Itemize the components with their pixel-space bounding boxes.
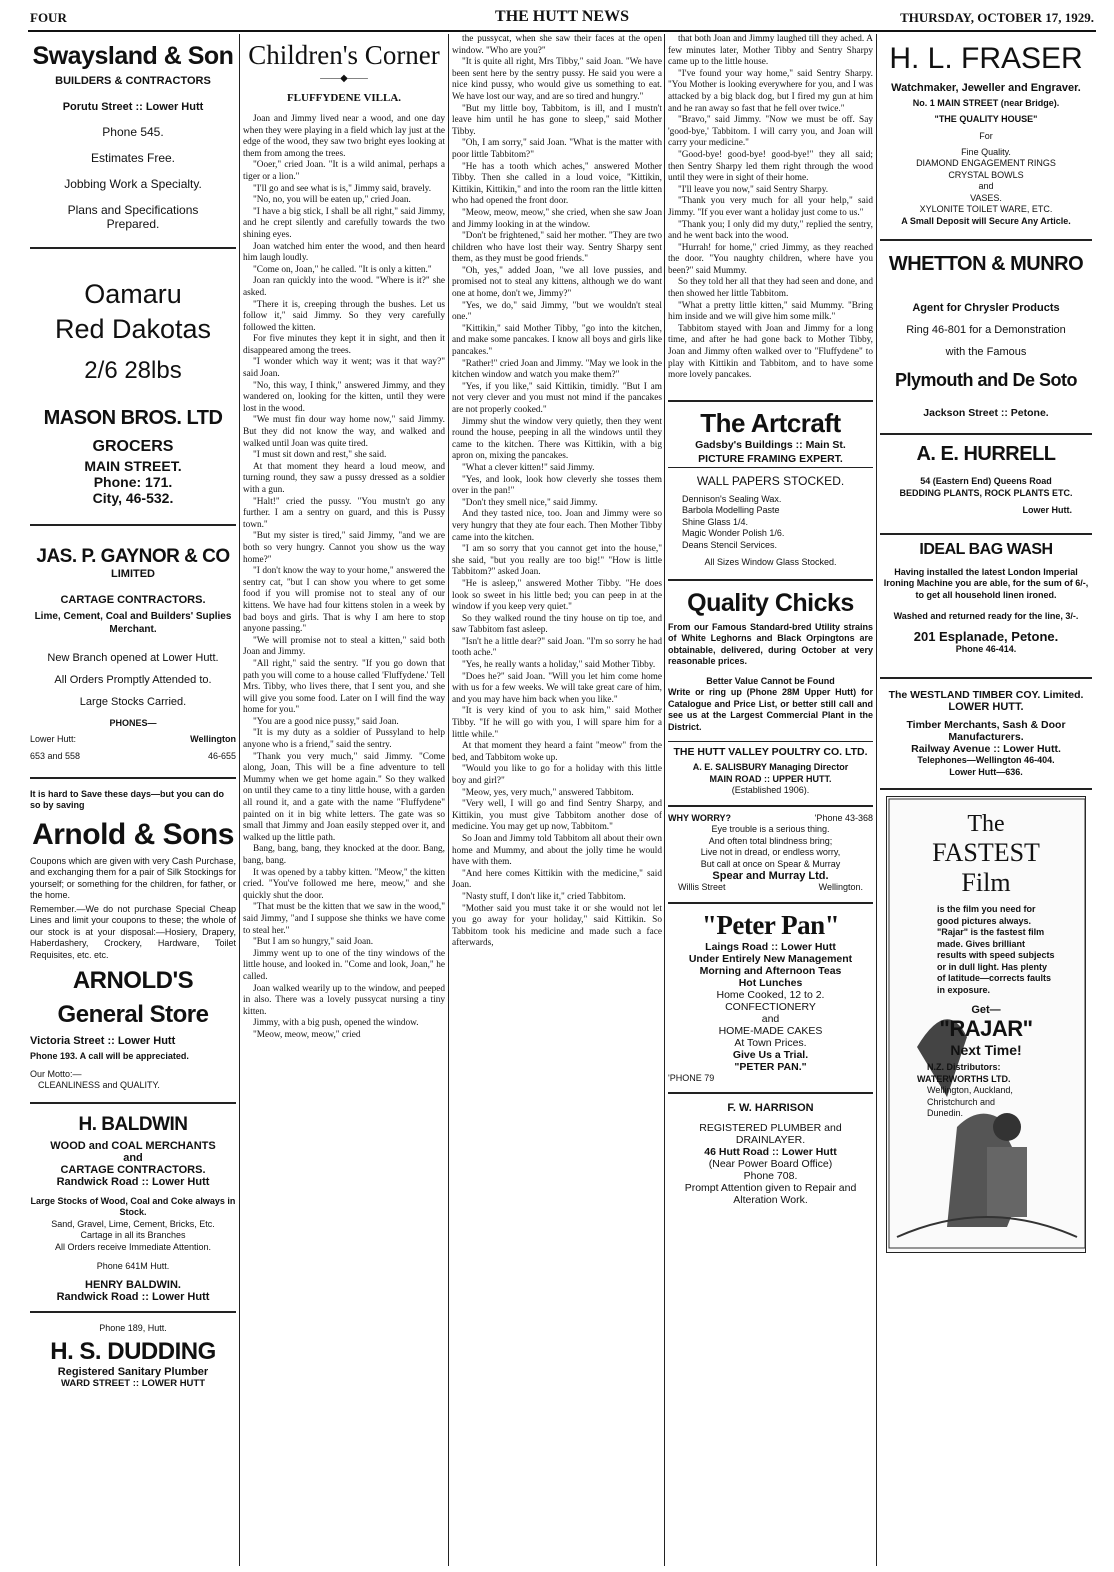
story-paragraph: "No, this way, I think," answered Jimmy, and they wandered on, looking for the kitten, until they were lost in the wood. — [243, 380, 445, 414]
ad-line: Agent for Chrysler Products — [912, 302, 1060, 314]
ad-line: Phone 193. A call will be appreciated. — [30, 1051, 189, 1061]
ad-line: "PETER PAN." — [734, 1060, 807, 1073]
story-paragraph: "No, no, you will be eaten up," cried Joan. — [253, 195, 411, 206]
ad-body: is the film you need for good pictures always. "Rajar" is the fastest film made. Gives brilliant results with speed subjects or in dull light. Has plenty of latitude—corrects faults in exposure. — [937, 904, 1055, 995]
ad-line: Randwick Road :: Lower Hutt — [56, 1175, 210, 1188]
ad-line: No. 1 MAIN STREET (near Bridge). — [912, 98, 1060, 108]
story-paragraph: "Nasty stuff, I don't like it," cried Tabbitom. — [462, 891, 626, 902]
ornament-icon: ——◆—— — [320, 73, 368, 84]
story-paragraph: "He is asleep," answered Mother Tibby. "He does look so sweet in his little bed; you can peep in at the window if you keep very quiet." — [452, 578, 662, 613]
ad-body: From our Famous Standard-bred Utility strains of White Leghorns and Black Orpingtons are obtainable, delivered, during October at very reasonable prices. — [668, 621, 873, 667]
ad-line: For — [979, 131, 993, 141]
ad-line: All Orders receive Immediate Attention. — [54, 1241, 212, 1252]
artcraft-item: Barbola Modelling Paste — [682, 505, 780, 516]
story-paragraph: Joan walked wearily up to the window, and peeped in also. There was a lovely pussycat nursing a tiny kitten. — [243, 983, 445, 1017]
artcraft-item: Deans Stencil Services. — [682, 539, 778, 550]
artcraft-ad — [668, 408, 873, 569]
column-5 — [880, 34, 1092, 1564]
ad-title: IDEAL BAG WASH — [919, 540, 1053, 558]
ad-line: (Established 1906). — [731, 785, 810, 796]
ad-line: Live not in dread, or endless worry, — [700, 847, 841, 858]
ad-line: PICTURE FRAMING EXPERT. — [698, 452, 843, 465]
ad-line: LIMITED — [111, 568, 155, 580]
story-paragraph: "We must fin dour way home now," said Jimmy. But they did not know the way, and walked and walked until Joan was quite tired. — [243, 415, 445, 449]
story-paragraph: Joan and Jimmy lived near a wood, and one day when they were playing in a field which lay just at the edge of the wood, they saw two bright eyes looking at them from among the trees. — [243, 114, 445, 159]
story-paragraph: "What a clever kitten!" said Jimmy. — [462, 462, 595, 473]
arnold-sons-ad — [30, 789, 236, 1092]
ad-line: Telephones—Wellington 46-404. — [917, 755, 1055, 765]
ad-line: Morning and Afternoon Teas — [699, 964, 842, 977]
artcraft-item: Dennison's Sealing Wax. — [682, 493, 782, 504]
ad-line: THE HUTT VALLEY POULTRY CO. LTD. — [673, 746, 868, 759]
ad-line: CARTAGE CONTRACTORS. — [60, 594, 206, 606]
ad-line: Get— — [971, 1004, 1001, 1016]
story-paragraph: "I am so sorry that you cannot get into the house," she said, "but you really are too big!" "How is little Tabbitom?" asked Joan. — [452, 544, 662, 578]
ad-line: Phone 545. — [102, 125, 164, 139]
ad-line: CLEANLINESS and QUALITY. — [38, 1080, 160, 1090]
ad-line: But call at once on Spear & Murray — [700, 858, 841, 869]
story-paragraph: "There it is, creeping through the bushes. Let us follow it," said Jimmy. So they very carefully followed the kitten. — [243, 299, 445, 333]
bag-wash-ad — [880, 541, 1092, 656]
ad-line: and — [761, 1012, 780, 1025]
ad-line: Better Value Cannot be Found — [706, 675, 835, 686]
ad-title: Plymouth and De Soto — [894, 370, 1077, 390]
ad-line: CONFECTIONERY — [725, 1000, 816, 1013]
story-paragraph: "All right," said the sentry. "If you go down that path you will come to a house called 'Fluffydene.' Tell Mrs. Tibby, who lives there, that I sent you, and she will give you some food. Later on I will find the way home for you." — [243, 658, 445, 716]
ad-line: HENRY BALDWIN. — [85, 1278, 181, 1291]
story-paragraph: "Meow, meow, meow," cried — [253, 1029, 361, 1040]
story-paragraph: "Isn't he a little dear?" said Joan. "I'm so sorry he had tooth ache." — [452, 636, 662, 659]
ad-title: Arnold & Sons — [32, 817, 234, 851]
ad-line: Estimates Free. — [90, 151, 176, 165]
story-paragraph: "Kittikin," said Mother Tibby, "go into the kitchen, and make some pancakes. I know all boys and girls like pancakes." — [452, 323, 662, 358]
ad-line: XYLONITE TOILET WARE, ETC. — [919, 204, 1053, 214]
story-paragraph: "That must be the kitten that we saw in the wood," said Jimmy, "and I suppose she thinks we have come to steal her." — [243, 902, 445, 936]
story-paragraph: "Yes, and look, look how cleverly she tosses them over in the pan!" — [452, 474, 662, 497]
ad-line: Lower Hutt. — [1022, 505, 1072, 515]
mason-bros-ad — [30, 255, 236, 506]
ad-line: BUILDERS & CONTRACTORS — [55, 75, 211, 87]
column-rule — [664, 34, 665, 1566]
story-paragraph: So they walked round the tiny house on tip toe, and saw Tabbitom fast asleep. — [452, 613, 662, 636]
story-paragraph: "Oh, I am sorry," said Joan. "What is the matter with poor little Tabbitom?" — [452, 138, 662, 160]
ad-line: Lower Hutt—636. — [949, 766, 1023, 777]
story-column-continued — [452, 34, 662, 1564]
ad-line: Railway Avenue :: Lower Hutt. — [911, 743, 1061, 755]
ad-line: Fine Quality. — [961, 146, 1011, 157]
story-paragraph: And they tasted nice, too. Joan and Jimmy were so very hungry that they ate four each. Then Mother Tibby came into the kitchen. — [452, 509, 662, 543]
story-paragraph: "You are a good nice pussy," said Joan. — [253, 716, 399, 727]
story-paragraph: "I'll leave you now," said Sentry Sharpy. — [678, 184, 829, 195]
story-text — [452, 34, 662, 950]
ad-line: Timber Merchants, Sash & Door Manufacturers. — [906, 719, 1066, 743]
masthead-rule — [28, 30, 1096, 32]
ad-line: Hot Lunches — [738, 976, 803, 989]
story-paragraph: Jimmy, with a big push, opened the window. — [253, 1018, 419, 1029]
ad-line: Phone 46-414. — [955, 643, 1017, 654]
ad-line: Our Motto:— — [30, 1068, 82, 1079]
ad-line: BEDDING PLANTS, ROCK PLANTS ETC. — [899, 487, 1073, 498]
issue-date: THURSDAY, OCTOBER 17, 1929. — [900, 10, 1094, 25]
ad-line: Phone: 171. — [93, 474, 173, 490]
ad-line: Watchmaker, Jeweller and Engraver. — [891, 82, 1081, 94]
ad-body: Remember.—We do not purchase Special Cheap Lines and limit your coupons to these; the whole of our stock is at your disposal:—Hosiery, Drapery, Haberdashery, Crockery, Hardware, Toilet Requisites, etc. etc. — [30, 903, 236, 960]
ad-line: WHY WORRY? — [668, 812, 731, 823]
ad-line: Jackson Street :: Petone. — [923, 407, 1049, 419]
story-paragraph: "Thank you very much," said Jimmy. "Come along, Joan, This will be a fine adventure to tell Mummy when we get home again." So they walked on until they came to a tiny little house, with a garden all round it, and a gate with the name "Fluffydene" painted on it in big white letters. The gate was so small that Jimmy and Joan easily stepped over it, and walked up the little path. — [243, 751, 445, 843]
ad-line: Sand, Gravel, Lime, Cement, Bricks, Etc. — [51, 1218, 215, 1229]
ad-line: 'PHONE 79 — [668, 1072, 715, 1083]
story-paragraph: "Come on, Joan," he called. "It is only a kitten." — [253, 264, 432, 275]
whetton-munro-ad — [880, 253, 1092, 419]
ad-line: WATERWORTHS LTD. — [917, 1073, 1011, 1084]
story-paragraph: "I must sit down and rest," she said. — [253, 450, 387, 461]
ad-line: Porutu Street :: Lower Hutt — [62, 101, 204, 113]
story-paragraph: "Mother said you must take it or she would not let you go away for your holiday," said Kittikin. So Tabbitom took his medicine and made such a face afterwards, — [452, 903, 662, 949]
swaysland-ad — [30, 34, 236, 231]
ad-line: Prompt Attention given to Repair and Alteration Work. — [684, 1182, 857, 1207]
ad-price: 2/6 28lbs — [84, 357, 182, 384]
story-title: Children's Corner — [248, 40, 440, 70]
story-paragraph: "Don't they smell nice," said Jimmy. — [462, 497, 598, 508]
story-paragraph: the pussycat, when she saw their faces at the open window. "Who are you?" — [452, 34, 662, 56]
ad-title: H. L. FRASER — [889, 42, 1083, 75]
hurrell-ad — [880, 443, 1092, 517]
story-paragraph: "Halt!" cried the pussy. "You mustn't go any further. I am a sentry on guard, and this is Pussy town." — [243, 496, 445, 530]
ad-line: Lower Hutt: — [30, 733, 77, 744]
story-paragraph: Tabbitom stayed with Joan and Jimmy for a long time, and after he had gone back to Mother Tibby, Joan and Jimmy often walked over to "Fluffydene" to play with Kittikin and Tabbitom, and to have some more lovely pancakes. — [668, 323, 873, 381]
story-paragraph: For five minutes they kept it in sight, and then it disappeared among the trees. — [243, 334, 445, 356]
story-paragraph: "Good-bye! good-bye! good-bye!" they all said; then Sentry Sharpy led them right through the wood until they were in sight of their home. — [668, 149, 873, 184]
ad-line: 54 (Eastern End) Queens Road — [920, 476, 1052, 486]
ad-line: Randwick Road :: Lower Hutt — [56, 1290, 210, 1303]
westland-timber-ad — [880, 689, 1092, 778]
ad-line: Phone 189, Hutt. — [99, 1322, 167, 1333]
ad-line: 46-655 — [207, 751, 236, 761]
ad-line: Victoria Street :: Lower Hutt — [30, 1035, 176, 1047]
ad-line: Jobbing Work a Specialty. — [64, 177, 202, 191]
story-subtitle: FLUFFYDENE VILLA. — [286, 92, 402, 104]
ad-line: Wellington. — [818, 882, 863, 893]
ad-line: It is hard to Save these days—but you can do so by saving — [30, 788, 225, 810]
story-paragraph: "We will promise not to steal a kitten," said both Joan and Jimmy. — [243, 635, 445, 658]
ad-title: WHETTON & MUNRO — [888, 253, 1084, 275]
spear-murray-ad — [668, 813, 873, 894]
ad-line: A. E. SALISBURY Managing Director — [692, 762, 849, 773]
ad-line: Willis Street — [678, 882, 726, 893]
story-paragraph: "But my little boy, Tabbitom, is ill, and I mustn't leave him until he has gone to sleep," said Mother Tibby. — [452, 103, 662, 137]
paper-title: THE HUTT NEWS — [495, 8, 629, 25]
ad-title: "RAJAR" — [939, 1016, 1033, 1041]
ad-line: Under Entirely New Management — [688, 952, 853, 965]
story-text — [243, 114, 445, 1042]
ad-title: The — [967, 811, 1005, 837]
story-paragraph: "Rather!" cried Joan and Jimmy. "May we look in the kitchen window and watch you make them?" — [452, 358, 662, 381]
ad-line: Cartage in all its Branches — [80, 1230, 186, 1240]
story-paragraph: Jimmy shut the window very quietly, then they went round the house, peeping in all the windows until they came to the kitchen. There was Kittikin, with a big apron on, mixing the pancakes. — [452, 416, 662, 462]
ad-line: Laings Road :: Lower Hutt — [705, 940, 836, 953]
peter-pan-ad — [668, 910, 873, 1085]
ad-title: H. BALDWIN — [78, 1113, 188, 1135]
ad-line: WOOD and COAL MERCHANTS — [50, 1139, 216, 1152]
ad-title: FASTEST — [932, 838, 1040, 867]
page-number: FOUR — [30, 10, 67, 25]
ad-line: Phone 641M Hutt. — [96, 1261, 170, 1271]
ad-line: At Town Prices. — [734, 1036, 807, 1049]
dudding-ad — [30, 1323, 236, 1390]
story-text — [668, 34, 873, 382]
story-paragraph: that both Joan and Jimmy laughed till they ached. A few minutes later, Mother Tibby and Sentry Sharpy came up to the little house. — [668, 34, 873, 68]
story-paragraph: "Yes, if you like," said Kittikin, timidly. "But I am not very clever and you must not mind if the pancakes are not properly cooked." — [452, 381, 662, 415]
ad-line: Lime, Cement, Coal and Builders' Suplies Merchant. — [34, 611, 232, 635]
ad-line: "THE QUALITY HOUSE" — [934, 113, 1038, 124]
column-rule — [876, 34, 877, 1566]
ad-title: Swaysland & Son — [32, 42, 234, 70]
story-paragraph: "Bravo," said Jimmy. "Now we must be off. Say 'good-bye,' Tabbitom. I will carry you, and Joan will carry your medicine." — [668, 115, 873, 149]
ad-line: A Small Deposit will Secure Any Article. — [901, 215, 1071, 226]
ad-line: Phone 708. — [743, 1170, 798, 1183]
baldwin-ad — [30, 1114, 236, 1303]
ad-line: And often total blindness bring; — [708, 835, 833, 846]
ad-line: Large Stocks of Wood, Coal and Coke always in Stock. — [30, 1195, 236, 1217]
ad-line: N.Z. Distributors: — [927, 1062, 1001, 1072]
story-paragraph: Joan ran quickly into the wood. "Where is it?" she asked. — [243, 276, 445, 298]
story-paragraph: At that moment they heard a loud meow, and turning round, they saw a pussy dressed as a soldier with a gun. — [243, 461, 445, 495]
story-paragraph: "And here comes Kittikin with the medicine," said Joan. — [452, 868, 662, 891]
ad-title: JAS. P. GAYNOR & CO — [36, 546, 230, 567]
ad-line: Ring 46-801 for a Demonstration — [906, 324, 1066, 336]
story-paragraph: "Would you like to go for a holiday with this little boy and girl?" — [452, 764, 662, 786]
story-paragraph: "I wonder which way it went; was it that way?" said Joan. — [243, 357, 445, 380]
story-paragraph: "I've found your way home," said Sentry Sharpy. "You Mother is looking everywhere for you, and I was attacked by a big black dog, but I fired my gun at him and he ran away so fast that he fell over twice." — [668, 68, 873, 114]
ad-line: GROCERS — [92, 438, 174, 455]
story-paragraph: Jimmy went up to one of the tiny windows of the little house, and looked in. "Come and look, Joan," he called. — [243, 948, 445, 982]
ad-line: Registered Sanitary Plumber — [57, 1366, 209, 1378]
masthead — [30, 6, 1094, 32]
rajar-film-ad — [886, 796, 1086, 1253]
story-paragraph: "I'll go and see what is is," Jimmy said, bravely. — [253, 183, 432, 194]
ad-line: Wellington, Auckland, Christchurch and Dunedin. — [927, 1085, 1013, 1118]
story-paragraph: Joan watched him enter the wood, and then heard him laugh loudly. — [243, 241, 445, 264]
ad-line: REGISTERED PLUMBER and DRAINLAYER. — [699, 1122, 842, 1147]
story-paragraph: "Does he?" said Joan. "Will you let him come home with us for a few weeks. We will take great care of him, and you may have him back when you like." — [452, 671, 662, 705]
ad-line: 'Phone 43-368 — [814, 812, 873, 823]
ad-body: Having installed the latest London Imperial Ironing Machine you are able, for the sum of 6/-, to get all household linen ironed. — [883, 566, 1089, 600]
artcraft-item: Magic Wonder Polish 1/6. — [682, 528, 785, 539]
ad-title: MASON BROS. LTD — [43, 407, 223, 429]
ad-title: Red Dakotas — [54, 314, 212, 344]
story-paragraph: "Hurrah! for home," cried Jimmy, as they reached the door. "You naughty children, where have you been?" said Mummy. — [668, 242, 873, 276]
ad-line: Plans and Specifications Prepared. — [67, 203, 199, 231]
ad-line: All Orders Promptly Attended to. — [54, 674, 212, 686]
story-paragraph: "What a pretty little kitten," said Mummy. "Bring him inside and we will give him some milk." — [668, 300, 873, 323]
ad-line: MAIN ROAD :: UPPER HUTT. — [709, 773, 832, 784]
story-paragraph: "Thank you; I only did my duty," replied the sentry, and he went back into the wood. — [668, 219, 873, 242]
ad-line: Large Stocks Carried. — [79, 696, 187, 708]
ad-line: New Branch opened at Lower Hutt. — [47, 652, 219, 664]
ad-title: Oamaru — [84, 279, 182, 309]
ad-line: WALL PAPERS STOCKED. — [696, 473, 845, 488]
column-1 — [30, 34, 236, 1564]
ad-line: MAIN STREET. — [84, 458, 182, 474]
ad-line: VASES. — [970, 192, 1002, 203]
story-paragraph: "He has a tooth which aches," answered Mother Tibby. Then she called in a loud voice, "Kittikin, Kittikin, Kittikin," and into the room ran the little kitten who had opened the front door. — [452, 161, 662, 207]
ad-line: 201 Esplanade, Petone. — [913, 628, 1059, 644]
ad-line: CRYSTAL BOWLS — [948, 169, 1024, 180]
ad-line: LOWER HUTT. — [948, 701, 1024, 713]
ad-line: All Sizes Window Glass Stocked. — [704, 557, 837, 568]
ad-body: Coupons which are given with very Cash Purchase, and exchanging them for a pair of Silk Stockings for yourself; or something for the children, for father, or the home. — [30, 855, 236, 900]
ad-line: HOME-MADE CAKES — [718, 1024, 823, 1037]
ad-line: Give Us a Trial. — [732, 1048, 809, 1061]
ad-body: Write or ring up (Phone 28M Upper Hutt) for Catalogue and Price List, or better still call and see us at the Largest Commercial Plant in the District. — [668, 687, 873, 732]
story-paragraph: "Meow, meow, meow," she cried, when she saw Joan and Jimmy looking in at the window. — [452, 207, 662, 230]
gaynor-ad — [30, 532, 236, 763]
ad-line: Wellington — [190, 733, 236, 744]
story-paragraph: It was opened by a tabby kitten. "Meow," the kitten cried. "You've followed me here, meow," and she quickly shut the door. — [243, 867, 445, 901]
ad-title: "Peter Pan" — [701, 909, 840, 940]
quality-chicks-ad — [668, 589, 873, 797]
story-paragraph: "I don't know the way to your home," answered the sentry cat, "but I can show you where to get some food if you will promise not to steal any of our kittens. We have had four kittens stolen in a week by bad boys and girls. That is why I am here to stop anyone passing." — [243, 566, 445, 635]
ad-line: CARTAGE CONTRACTORS. — [60, 1163, 206, 1176]
ad-line: City, 46-532. — [92, 490, 174, 506]
ad-line: WARD STREET :: LOWER HUTT — [60, 1378, 206, 1389]
story-paragraph: "Meow, yes, very much," answered Tabbitom. — [462, 787, 634, 798]
ad-title: Spear and Murray Ltd. — [712, 870, 829, 883]
story-paragraph: "Yes, he really wants a holiday," said Mother Tibby. — [462, 660, 656, 671]
ad-line: (Near Power Board Office) — [708, 1158, 833, 1171]
column-rule — [239, 34, 240, 1566]
artcraft-items — [682, 494, 873, 552]
story-paragraph: "But my sister is tired," said Jimmy, "and we are both so very hungry. Cannot you show us the way home?" — [243, 531, 445, 565]
ad-title: ARNOLD'S — [72, 967, 194, 994]
artcraft-item: Shine Glass 1/4. — [682, 516, 749, 527]
story-paragraph: "It is my duty as a soldier of Pussyland to help anyone who is a friend," said the sentry. — [243, 728, 445, 751]
story-paragraph: "Yes, we do," said Jimmy, "but we wouldn't steal one." — [452, 300, 662, 323]
ad-title: F. W. HARRISON — [727, 1102, 814, 1115]
ad-title: H. S. DUDDING — [50, 1338, 216, 1365]
story-paragraph: So they told her all that they had seen and done, and then showed her little Tabbitom. — [668, 277, 873, 300]
ad-line: Eye trouble is a serious thing. — [711, 824, 830, 835]
story-paragraph: "But I am so hungry," said Joan. — [253, 937, 374, 948]
fraser-ad — [880, 42, 1092, 227]
story-paragraph: "Thank you very much for all your help," said Jimmy. "If you ever want a holiday just come to us." — [668, 196, 873, 218]
ad-title: Film — [961, 868, 1011, 897]
ad-title: The Artcraft — [700, 407, 841, 438]
column-rule — [448, 34, 449, 1566]
column-4 — [668, 34, 873, 1564]
ad-line: Next Time! — [950, 1042, 1022, 1058]
ad-line: Washed and returned ready for the line, 3/-. — [893, 611, 1079, 621]
ad-line: 46 Hutt Road :: Lower Hutt — [704, 1146, 837, 1159]
story-paragraph: "It is quite all right, Mrs Tibby," said Joan. "We have been sent here by the sentry pussy. He said you were a nice kind pussy, who would give us something to eat. We have lost our way, and are so tired and hungry." — [452, 57, 662, 102]
ad-line: PHONES— — [109, 718, 157, 728]
story-paragraph: Bang, bang, bang, they knocked at the door. Bang, bang, bang. — [243, 844, 445, 866]
ad-line: Home Cooked, 12 to 2. — [716, 988, 825, 1001]
story-paragraph: So Joan and Jimmy told Tabbitom all about their own home and Mummy, and about the jolly time he would have with them. — [452, 833, 662, 868]
ad-title: A. E. HURRELL — [916, 443, 1056, 465]
story-paragraph: At that moment they heard a faint "meow" from the bed, and Tabbitom woke up. — [452, 741, 662, 763]
story-paragraph: "Oh, yes," added Joan, "we all love pussies, and promised not to steal any kittens, although we do want one at home, don't we, Jimmy?" — [452, 265, 662, 300]
ad-line: 653 and 558 — [30, 751, 81, 761]
story-paragraph: "Very well, I will go and find Sentry Sharpy, and Kittikin, you must give Tabbitom another dose of medicine. You may get up now, Tabbitom." — [452, 799, 662, 833]
ad-title: Quality Chicks — [687, 588, 854, 617]
ad-line: and — [123, 1151, 143, 1164]
ad-line: Gadsby's Buildings :: Main St. — [695, 438, 846, 451]
ad-line: and — [978, 181, 994, 191]
ad-title: The WESTLAND TIMBER COY. Limited. — [888, 689, 1084, 701]
story-paragraph: "It is very kind of you to ask him," said Mother Tibby. "If he will go with you, I will spare him for a little while." — [452, 706, 662, 740]
story-paragraph: "Ooer," cried Joan. "It is a wild animal, perhaps a tiger or a lion." — [243, 160, 445, 182]
story-paragraph: "I have a big stick, I shall be all right," said Jimmy, and he crept silently and carefully towards the two shining eyes. — [243, 206, 445, 240]
ad-line: DIAMOND ENGAGEMENT RINGS — [916, 158, 1056, 168]
story-paragraph: "Don't be frightened," said her mother. "They are two children who have lost their way. Sentry Sharpy sent them, as they must be good friends." — [452, 231, 662, 265]
ad-line: with the Famous — [945, 346, 1027, 358]
ad-title: General Store — [57, 1001, 209, 1028]
harrison-ad — [668, 1102, 873, 1206]
childrens-corner-column — [243, 34, 445, 1564]
